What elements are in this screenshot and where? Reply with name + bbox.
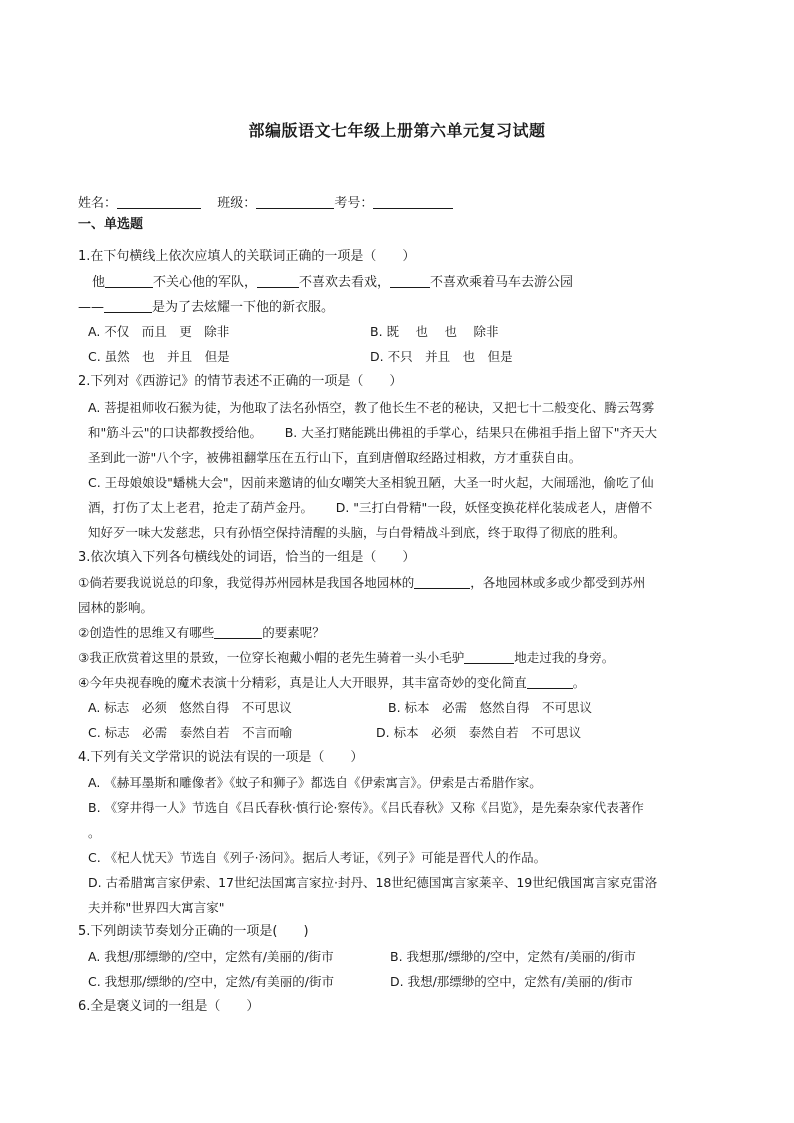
blank (527, 674, 573, 689)
q2-line: A. 菩提祖师收石猴为徒，为他取了法名孙悟空，教了他长生不老的秘诀，又把七十二般变化、腾云驾雾 (88, 400, 655, 415)
q4-option-a[interactable]: A. 《赫耳墨斯和雕像者》《蚊子和狮子》都选自《伊索寓言》。伊索是古希腊作家。 (88, 775, 542, 790)
q3-sentence-2: ②创造性的思维又有哪些 的要素呢？ (78, 625, 325, 640)
q3-option-a[interactable]: A. 标志 必须 悠然自得 不可思议 (88, 700, 292, 715)
q3-option-d[interactable]: D. 标本 必须 泰然自若 不可思议 (376, 725, 582, 740)
q3-sentence-1: ①倘若要我说说总的印象，我觉得苏州园林是我国各地园林的 ，各地园林或多或少都受到苏州 (78, 575, 646, 590)
q2-line: 酒，打伤了太上老君，抢走了葫芦金丹。 D. "三打白骨精"一段，妖怪变换花样化装成老人，唐僧不 (88, 500, 653, 515)
q5-option-a[interactable]: A. 我想/那缥缈的/空中，定然有/美丽的/街市 (88, 949, 334, 964)
question-6-stem: 6.全是褒义词的一组是（ ） (78, 999, 260, 1014)
q3-sentence-1-cont: 园林的影响。 (78, 600, 154, 615)
q1-option-c[interactable]: C. 虽然 也 并且 但是 (88, 349, 230, 364)
question-4-stem: 4.下列有关文学常识的说法有误的一项是（ ） (78, 750, 364, 765)
q2-line: C. 王母娘娘设"蟠桃大会"，因前来邀请的仙女嘲笑大圣相貌丑陋，大圣一时火起，大闹瑶池，偷吃了仙 (88, 475, 654, 490)
q4-option-b-cont: 。 (88, 825, 101, 840)
q4-option-d[interactable]: D. 古希腊寓言家伊索、17世纪法国寓言家拉·封丹、18世纪德国寓言家莱辛、19世纪俄国寓言家克雷洛 (88, 875, 658, 890)
q3-option-c[interactable]: C. 标志 必需 泰然自若 不言而喻 (88, 725, 293, 740)
q1-option-b[interactable]: B. 既 也 也 除非 (370, 324, 499, 339)
class-label: 班级： (217, 196, 257, 211)
blank (390, 273, 430, 288)
q1-option-d[interactable]: D. 不只 并且 也 但是 (370, 349, 513, 364)
blank (414, 574, 470, 589)
blank (464, 649, 514, 664)
q4-option-d-cont: 夫并称"世界四大寓言家" (88, 900, 225, 915)
question-3-stem: 3.依次填入下列各句横线处的词语，恰当的一组是（ ） (78, 550, 416, 565)
q2-line: 知好歹一味大发慈悲，只有孙悟空保持清醒的头脑，与白骨精战斗到底，终于取得了彻底的胜利。 (88, 525, 626, 540)
q3-sentence-4: ④今年央视春晚的魔术表演十分精彩，真是让人大开眼界，其丰富奇妙的变化简直 。 (78, 675, 586, 690)
question-5-stem: 5.下列朗读节奏划分正确的一项是( ) (78, 924, 309, 939)
student-info-row (78, 194, 453, 213)
q1-option-a[interactable]: A. 不仅 而且 更 除非 (88, 324, 230, 339)
name-label: 姓名： (78, 196, 118, 211)
question-1-sentence-cont: —— 是为了去炫耀一下他的新衣服。 (78, 300, 335, 315)
q4-option-b[interactable]: B. 《穿井得一人》节选自《吕氏春秋·慎行论·察传》。《吕氏春秋》又称《吕览》，是先秦杂家代表著作 (88, 800, 644, 815)
exam-no-field[interactable] (373, 194, 453, 209)
blank (105, 273, 153, 288)
q4-option-c[interactable]: C. 《杞人忧天》节选自《列子·汤问》。据后人考证，《列子》可能是晋代人的作品。 (88, 850, 547, 865)
blank (257, 273, 299, 288)
q5-option-c[interactable]: C. 我想那/缥缈的/空中，定然/有美丽的/街市 (88, 974, 335, 989)
name-field[interactable] (117, 194, 201, 209)
blank (104, 298, 152, 313)
q5-option-b[interactable]: B. 我想那/缥缈的/空中，定然有/美丽的/街市 (390, 949, 636, 964)
question-1-sentence: 他 不关心他的军队， 不喜欢去看戏， 不喜欢乘着马车去游公园 (92, 275, 574, 290)
q2-line: 和"筋斗云"的口诀都教授给他。 B. 大圣打赌能跳出佛祖的手掌心，结果只在佛祖手指上留下"齐天大 (88, 425, 657, 440)
exam-no-label: 考号： (334, 196, 374, 211)
question-1-stem: 1.在下句横线上依次应填人的关联词正确的一项是（ ） (78, 249, 416, 264)
class-field[interactable] (256, 194, 334, 209)
q5-option-d[interactable]: D. 我想/那缥缈的空中，定然有/美丽的/街市 (390, 974, 633, 989)
blank (214, 624, 262, 639)
q3-sentence-3: ③我正欣赏着这里的景致，一位穿长袍戴小帽的老先生骑着一头小毛驴 地走过我的身旁。 (78, 650, 615, 665)
section-title: 一、单选题 (78, 217, 144, 232)
q3-option-b[interactable]: B. 标本 必需 悠然自得 不可思议 (388, 700, 593, 715)
q2-line: 圣到此一游"八个字，被佛祖翻掌压在五行山下，直到唐僧取经路过相救，方才重获自由。 (88, 450, 582, 465)
page-title: 部编版语文七年级上册第六单元复习试题 (248, 121, 546, 140)
question-2-stem: 2.下列对《西游记》的情节表述不正确的一项是（ ） (78, 374, 403, 389)
